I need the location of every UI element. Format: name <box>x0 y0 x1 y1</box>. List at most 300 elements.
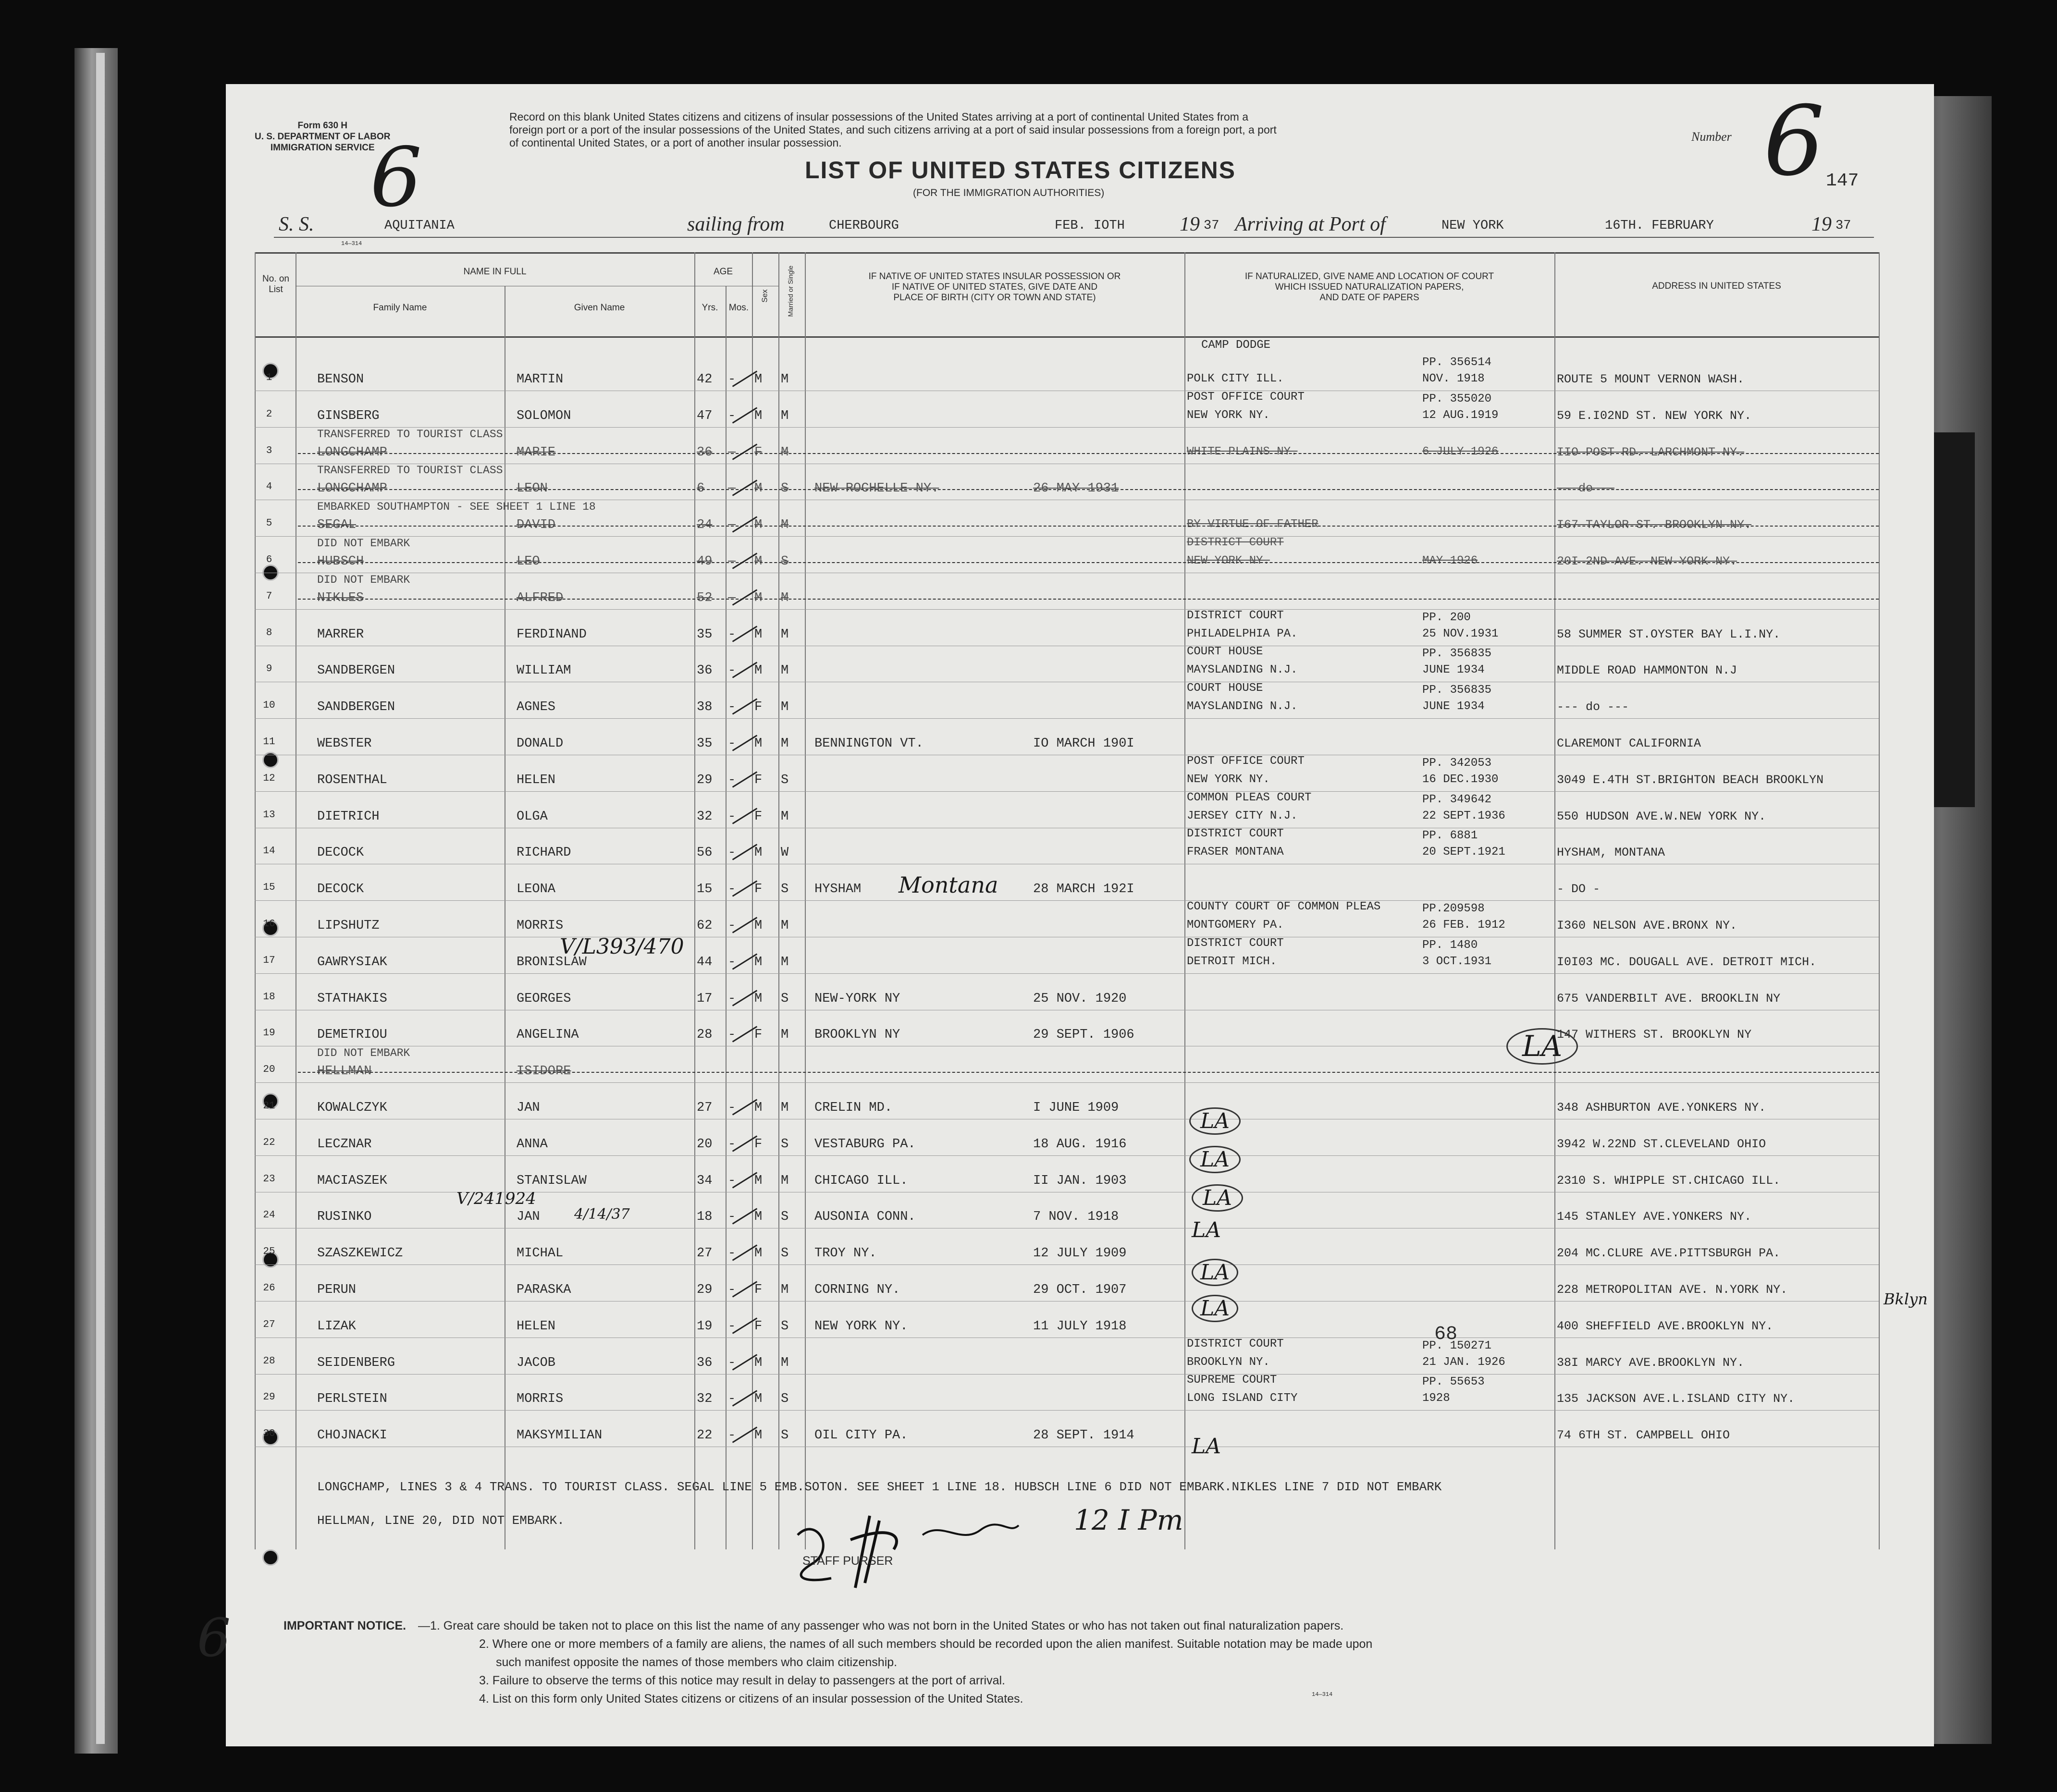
year-prefix: 19 <box>1180 213 1200 235</box>
age-years: 29 <box>697 773 713 787</box>
sex: M <box>754 1101 763 1115</box>
address: - DO - <box>1557 882 1601 896</box>
marital-status: S <box>781 1210 789 1225</box>
address: 147 WITHERS ST. BROOKLYN NY <box>1557 1028 1752 1042</box>
col-header-birth-line: PLACE OF BIRTH (CITY OR TOWN AND STATE) <box>893 293 1096 303</box>
paper-number: PP. 356514 <box>1422 356 1492 369</box>
sex: M <box>754 590 763 605</box>
birth-date: 26 MAY 1931 <box>1033 481 1119 496</box>
family-name: CHOJNACKI <box>317 1428 387 1443</box>
address: 400 SHEFFIELD AVE.BROOKLYN NY. <box>1557 1319 1774 1333</box>
court-location: NEW YORK NY. <box>1187 554 1270 567</box>
marital-status: S <box>781 1319 789 1334</box>
age-months: - <box>728 372 736 387</box>
family-name: SEGAL <box>317 518 357 533</box>
court-name: POLK CITY ILL. <box>1187 372 1284 385</box>
family-name: LIPSHUTZ <box>317 919 380 933</box>
court-name: SUPREME COURT <box>1187 1374 1277 1387</box>
family-name: RUSINKO <box>317 1210 372 1225</box>
birth-place: CORNING NY. <box>814 1283 900 1297</box>
handwritten-la-mark: LA <box>1192 1218 1221 1242</box>
row-number: 5 <box>266 518 272 529</box>
row-rule <box>255 718 1879 719</box>
paper-number: PP. 349642 <box>1422 793 1492 806</box>
sex: M <box>754 1392 763 1407</box>
sex: M <box>754 1428 763 1443</box>
age-months: - <box>728 809 736 824</box>
check-mark <box>732 662 757 678</box>
strike-line <box>298 1072 1879 1074</box>
family-name: DECOCK <box>317 846 364 860</box>
handwritten-la-mark: LA <box>1189 1146 1241 1173</box>
paper-date: 12 AUG.1919 <box>1422 408 1499 422</box>
address: 228 METROPOLITAN AVE. N.YORK NY. <box>1557 1283 1788 1297</box>
family-name: GINSBERG <box>317 408 380 423</box>
paper-date: 16 DEC.1930 <box>1422 773 1499 786</box>
handwritten-montana: Montana <box>899 872 998 898</box>
instruction-line: foreign port or a port of the insular possessions of the United States, and such citizens arriving at a port of said insular possessions from a foreign port, a port <box>509 123 1277 136</box>
birth-date: IO MARCH 190I <box>1033 736 1134 751</box>
handwritten-margin-number: 6 <box>197 1607 231 1669</box>
court-name: DISTRICT COURT <box>1187 609 1284 622</box>
sex: F <box>754 773 763 787</box>
handwritten-sheet-number: 6 <box>370 130 422 225</box>
marital-status: M <box>781 736 789 751</box>
handwritten-maciaszek-annotation: V/241924 <box>456 1189 536 1208</box>
check-mark <box>732 771 757 787</box>
row-number: 2 <box>266 408 272 420</box>
given-name: ANGELINA <box>517 1028 579 1043</box>
row-rule <box>255 791 1879 792</box>
row-number: 21 <box>263 1101 275 1112</box>
col-header-name: NAME IN FULL <box>463 267 527 277</box>
row-number: 12 <box>263 773 275 784</box>
address: ROUTE 5 MOUNT VERNON WASH. <box>1557 372 1745 386</box>
sex: M <box>754 663 763 678</box>
sex: F <box>754 809 763 824</box>
row-number: 11 <box>263 736 275 748</box>
col-header-naturalized-line: IF NATURALIZED, GIVE NAME AND LOCATION OF COURT <box>1244 271 1494 282</box>
camp-dodge-note: CAMP DODGE <box>1201 339 1271 352</box>
birth-date: 12 JULY 1909 <box>1033 1246 1127 1261</box>
family-name: MACIASZEK <box>317 1173 387 1188</box>
notice-item: 3. Failure to observe the terms of this notice may result in delay to passengers at the port of arrival. <box>479 1674 1005 1687</box>
paper-date: 21 JAN. 1926 <box>1422 1355 1505 1369</box>
age-months: - <box>728 554 736 569</box>
departure-date: FEB. IOTH <box>1055 219 1125 233</box>
age-years: 28 <box>697 1028 713 1043</box>
given-name: MICHAL <box>517 1246 564 1261</box>
handwritten-maciaszek-date: 4/14/37 <box>574 1206 630 1223</box>
page-number-68: 68 <box>1434 1324 1458 1345</box>
age-years: 35 <box>697 736 713 751</box>
age-months: - <box>728 518 736 533</box>
strike-line <box>298 453 1879 455</box>
sex: M <box>754 1355 763 1370</box>
check-mark <box>732 881 757 897</box>
manifest-page <box>197 84 1934 1746</box>
given-name: ALFRED <box>517 590 564 605</box>
marital-status: M <box>781 372 789 387</box>
age-months: - <box>728 1173 736 1188</box>
row-rule <box>255 1410 1879 1411</box>
given-name: BRONISLAW <box>517 955 587 970</box>
court-location: MAYSLANDING N.J. <box>1187 700 1298 713</box>
given-name: WILLIAM <box>517 663 571 678</box>
marital-status: S <box>781 882 789 897</box>
row-note: DID NOT EMBARK <box>317 1047 410 1060</box>
check-mark <box>732 735 757 751</box>
row-number: 13 <box>263 809 275 821</box>
court-name: DISTRICT COURT <box>1187 827 1284 841</box>
address: 3942 W.22ND ST.CLEVELAND OHIO <box>1557 1137 1766 1151</box>
col-header-address: ADDRESS IN UNITED STATES <box>1652 281 1781 291</box>
sex: M <box>754 991 763 1006</box>
age-months: - <box>728 481 736 496</box>
family-name: STATHAKIS <box>317 991 387 1006</box>
court-name: COUNTY COURT OF COMMON PLEAS <box>1187 900 1381 913</box>
col-header-given: Given Name <box>574 303 625 313</box>
given-name: MORRIS <box>517 919 564 933</box>
birth-date: I JUNE 1909 <box>1033 1101 1119 1115</box>
row-number: 20 <box>263 1064 275 1076</box>
given-name: PARASKA <box>517 1283 571 1297</box>
marital-status: S <box>781 1428 789 1443</box>
department: U. S. DEPARTMENT OF LABOR <box>255 132 391 142</box>
given-name: AGNES <box>517 700 556 715</box>
check-mark <box>732 953 757 970</box>
paper-date: 6 JULY 1926 <box>1422 445 1499 458</box>
age-years: 36 <box>697 445 713 460</box>
col-header-birth-line: IF NATIVE OF UNITED STATES INSULAR POSSESSION OR <box>868 271 1121 282</box>
birth-place: TROY NY. <box>814 1246 877 1261</box>
age-months: - <box>728 445 736 460</box>
check-mark <box>732 699 757 715</box>
voyage-underline <box>274 237 1874 238</box>
check-mark <box>732 1099 757 1115</box>
row-number: 1 <box>266 372 272 383</box>
address: 3049 E.4TH ST.BRIGHTON BEACH BROOKLYN <box>1557 773 1824 787</box>
col-header-naturalized-line: AND DATE OF PAPERS <box>1319 293 1419 303</box>
departure-port: CHERBOURG <box>829 219 899 233</box>
birth-place: BROOKLYN NY <box>814 1028 900 1043</box>
age-years: 27 <box>697 1246 713 1261</box>
marital-status: M <box>781 408 789 423</box>
given-name: JAN <box>517 1101 540 1115</box>
given-name: MAKSYMILIAN <box>517 1428 603 1443</box>
marital-status: M <box>781 1028 789 1043</box>
arrival-date: 16TH. FEBRUARY <box>1605 219 1714 233</box>
address: IIO POST RD. LARCHMONT NY. <box>1557 445 1745 459</box>
address: 74 6TH ST. CAMPBELL OHIO <box>1557 1428 1730 1443</box>
header-bottom-border <box>255 336 1879 338</box>
handwritten-la-mark: LA <box>1192 1295 1238 1322</box>
age-months: - <box>728 590 736 605</box>
check-mark <box>732 1245 757 1261</box>
col-header-birth <box>805 271 1184 303</box>
family-name: SANDBERGEN <box>317 663 395 678</box>
check-mark <box>732 990 757 1006</box>
row-number: 26 <box>263 1283 275 1294</box>
birth-place: CRELIN MD. <box>814 1101 893 1115</box>
ship-name: AQUITANIA <box>384 219 455 233</box>
given-name: ISIDORE <box>517 1064 571 1079</box>
check-mark <box>732 844 757 860</box>
birth-place: NEW YORK NY. <box>814 1319 908 1334</box>
sex: M <box>754 1173 763 1188</box>
handwritten-bklyn: Bklyn <box>1884 1290 1928 1308</box>
marital-status: W <box>781 846 789 860</box>
given-name: LEO <box>517 554 540 569</box>
family-name: KOWALCZYK <box>317 1101 387 1115</box>
court-location: BROOKLYN NY. <box>1187 1355 1270 1369</box>
check-mark <box>732 1390 757 1407</box>
paper-date: JUNE 1934 <box>1422 663 1485 677</box>
family-name: DEMETRIOU <box>317 1028 387 1043</box>
form-subtitle: (FOR THE IMMIGRATION AUTHORITIES) <box>913 187 1105 198</box>
row-number: 9 <box>266 663 272 675</box>
check-mark <box>732 1026 757 1043</box>
row-rule <box>255 973 1879 974</box>
col-divider <box>1879 252 1880 1549</box>
table-top-border <box>255 252 1879 254</box>
marital-status: M <box>781 955 789 970</box>
paper-number: PP. 200 <box>1422 611 1471 624</box>
ss-label: S. S. <box>279 213 314 235</box>
birth-place: HYSHAM <box>814 882 862 897</box>
paper-date: 26 FEB. 1912 <box>1422 919 1505 932</box>
court-name: COURT HOUSE <box>1187 682 1263 695</box>
sex: M <box>754 408 763 423</box>
address: MIDDLE ROAD HAMMONTON N.J <box>1557 663 1737 678</box>
paper-number: PP. 1480 <box>1422 938 1478 952</box>
address: -- do -- <box>1557 481 1615 496</box>
arrival-port: NEW YORK <box>1441 219 1504 233</box>
col-header-sex: Sex <box>761 289 769 303</box>
address: --- do --- <box>1557 700 1629 714</box>
row-rule <box>255 1264 1879 1265</box>
marital-status: M <box>781 1355 789 1370</box>
age-months: - <box>728 1283 736 1297</box>
notice-item: —1. Great care should be taken not to place on this list the name of any passenger who was not born in the United States or who has not taken out final naturalization papers. <box>418 1619 1344 1632</box>
age-months: - <box>728 700 736 715</box>
age-years: 44 <box>697 955 713 970</box>
birth-date: II JAN. 1903 <box>1033 1173 1127 1188</box>
check-mark <box>732 1317 757 1334</box>
row-number: 15 <box>263 882 275 894</box>
row-number: 17 <box>263 955 275 966</box>
paper-date: NOV. 1918 <box>1422 372 1485 385</box>
family-name: BENSON <box>317 372 364 387</box>
age-years: 17 <box>697 991 713 1006</box>
marital-status: M <box>781 809 789 824</box>
staff-purser-label: STAFF PURSER <box>802 1554 893 1568</box>
given-name: GEORGES <box>517 991 571 1006</box>
court-name: COURT HOUSE <box>1187 645 1263 659</box>
age-years: 32 <box>697 1392 713 1407</box>
birth-date: 18 AUG. 1916 <box>1033 1137 1127 1152</box>
age-years: 36 <box>697 663 713 678</box>
marital-status: M <box>781 1283 789 1297</box>
given-name: JACOB <box>517 1355 556 1370</box>
col-header-mos: Mos. <box>728 303 749 313</box>
sex: M <box>754 1246 763 1261</box>
address: I360 NELSON AVE.BRONX NY. <box>1557 919 1737 933</box>
address: 145 STANLEY AVE.YONKERS NY. <box>1557 1210 1752 1224</box>
court-name: DISTRICT COURT <box>1187 1337 1284 1350</box>
age-years: 49 <box>697 554 713 569</box>
court-location: LONG ISLAND CITY <box>1187 1392 1298 1405</box>
birth-date: 28 SEPT. 1914 <box>1033 1428 1134 1443</box>
marital-status: M <box>781 1101 789 1115</box>
birth-date: 7 NOV. 1918 <box>1033 1210 1119 1225</box>
family-name: SZASZKEWICZ <box>317 1246 403 1261</box>
given-name: FERDINAND <box>517 627 587 642</box>
court-location: FRASER MONTANA <box>1187 846 1284 859</box>
col-divider <box>726 286 727 1549</box>
row-number: 14 <box>263 846 275 857</box>
age-months: - <box>728 408 736 423</box>
age-months: - <box>728 1028 736 1043</box>
age-years: 15 <box>697 882 713 897</box>
given-name: HELEN <box>517 1319 556 1334</box>
age-years: 62 <box>697 919 713 933</box>
handwritten-la-mark: LA <box>1189 1107 1241 1135</box>
check-mark <box>732 1135 757 1152</box>
row-number: 4 <box>266 481 272 493</box>
strike-line <box>298 562 1879 564</box>
age-years: 52 <box>697 590 713 605</box>
row-number: 6 <box>266 554 272 565</box>
row-note: TRANSFERRED TO TOURIST CLASS <box>317 464 503 477</box>
service: IMMIGRATION SERVICE <box>270 143 375 153</box>
row-number: 22 <box>263 1137 275 1148</box>
address: 675 VANDERBILT AVE. BROOKLIN NY <box>1557 991 1781 1006</box>
remarks-line-1: LONGCHAMP, LINES 3 & 4 TRANS. TO TOURIST CLASS. SEGAL LINE 5 EMB.SOTON. SEE SHEET 1 LINE 18. HUBSCH LINE 6 DID NOT EMBARK.NIKLES LINE 7 DID NOT EMBARK <box>317 1480 1442 1494</box>
form-title: LIST OF UNITED STATES CITIZENS <box>805 157 1236 184</box>
strike-line <box>298 489 1879 491</box>
check-mark <box>732 516 757 533</box>
check-mark <box>732 370 757 387</box>
sex: M <box>754 846 763 860</box>
handwritten-number: 6 <box>1763 86 1825 197</box>
address: 59 E.I02ND ST. NEW YORK NY. <box>1557 408 1752 423</box>
age-years: 24 <box>697 518 713 533</box>
age-years: 29 <box>697 1283 713 1297</box>
court-name: BY VIRTUE OF FATHER <box>1187 518 1318 531</box>
row-rule <box>255 900 1879 901</box>
marital-status: S <box>781 1246 789 1261</box>
handwritten-gawrysiak-annotation: V/L393/470 <box>560 934 684 959</box>
handwritten-la-mark: LA <box>1192 1184 1243 1212</box>
age-months: - <box>728 991 736 1006</box>
family-name: MARRER <box>317 627 364 642</box>
col-header-birth-line: IF NATIVE OF UNITED STATES, GIVE DATE AND <box>891 282 1098 292</box>
family-name: LECZNAR <box>317 1137 372 1152</box>
remarks-line-2: HELLMAN, LINE 20, DID NOT EMBARK. <box>317 1513 565 1528</box>
address: HYSHAM, MONTANA <box>1557 846 1665 860</box>
age-years: 56 <box>697 846 713 860</box>
row-number: 10 <box>263 700 275 712</box>
marital-status: S <box>781 481 789 496</box>
given-name: MARIE <box>517 445 556 460</box>
page-stamp: 147 <box>1826 171 1859 191</box>
age-months: - <box>728 955 736 970</box>
family-name: WEBSTER <box>317 736 372 751</box>
paper-number: PP. 342053 <box>1422 756 1492 770</box>
paper-date: MAY 1926 <box>1422 554 1478 567</box>
court-location: MONTGOMERY PA. <box>1187 919 1284 932</box>
family-name: ROSENTHAL <box>317 773 387 787</box>
strike-line <box>298 599 1879 601</box>
col-header-married: Married or Single <box>787 265 794 317</box>
marital-status: M <box>781 590 789 605</box>
sex: M <box>754 481 763 496</box>
age-months: - <box>728 736 736 751</box>
given-name: LEON <box>517 481 548 496</box>
family-name: PERUN <box>317 1283 357 1297</box>
handwritten-signature-note: 12 I Pm <box>1074 1504 1183 1536</box>
address: CLAREMONT CALIFORNIA <box>1557 736 1701 750</box>
sex: M <box>754 627 763 642</box>
row-number: 7 <box>266 590 272 602</box>
age-years: 18 <box>697 1210 713 1225</box>
paper-number: PP. 150271 <box>1422 1339 1492 1352</box>
given-name: LEONA <box>517 882 556 897</box>
sex: F <box>754 700 763 715</box>
row-note: TRANSFERRED TO TOURIST CLASS <box>317 428 503 441</box>
age-months: - <box>728 1210 736 1225</box>
age-months: - <box>728 882 736 897</box>
check-mark <box>732 1427 757 1443</box>
given-name: DONALD <box>517 736 564 751</box>
court-name: DISTRICT COURT <box>1187 936 1284 950</box>
address: 20I 2ND AVE. NEW YORK NY. <box>1557 554 1737 568</box>
paper-date: 3 OCT.1931 <box>1422 955 1492 968</box>
family-name: HUBSCH <box>317 554 364 569</box>
age-months: - <box>728 773 736 787</box>
marital-status: M <box>781 663 789 678</box>
birth-date: 11 JULY 1918 <box>1033 1319 1127 1334</box>
sex: M <box>754 955 763 970</box>
birth-place: BENNINGTON VT. <box>814 736 924 751</box>
row-number: 3 <box>266 445 272 456</box>
age-years: 47 <box>697 408 713 423</box>
paper-number: PP. 355020 <box>1422 392 1492 405</box>
sex: M <box>754 518 763 533</box>
age-months: - <box>728 1101 736 1115</box>
sex: M <box>754 554 763 569</box>
departure-year: 37 <box>1204 219 1219 233</box>
address: I0I03 MC. DOUGALL AVE. DETROIT MICH. <box>1557 955 1817 969</box>
address: 38I MARCY AVE.BROOKLYN NY. <box>1557 1355 1745 1370</box>
row-number: 27 <box>263 1319 275 1330</box>
marital-status: S <box>781 554 789 569</box>
form-number: Form 630 H <box>297 121 348 131</box>
marital-status: M <box>781 518 789 533</box>
sex: M <box>754 1210 763 1225</box>
address: 135 JACKSON AVE.L.ISLAND CITY NY. <box>1557 1392 1795 1406</box>
year-prefix: 19 <box>1811 213 1832 235</box>
paper-date: JUNE 1934 <box>1422 700 1485 713</box>
age-years: 22 <box>697 1428 713 1443</box>
sex: F <box>754 1137 763 1152</box>
age-months: - <box>728 663 736 678</box>
birth-date: 29 SEPT. 1906 <box>1033 1028 1134 1043</box>
check-mark <box>732 1281 757 1297</box>
sex: F <box>754 1319 763 1334</box>
check-mark <box>732 1354 757 1370</box>
